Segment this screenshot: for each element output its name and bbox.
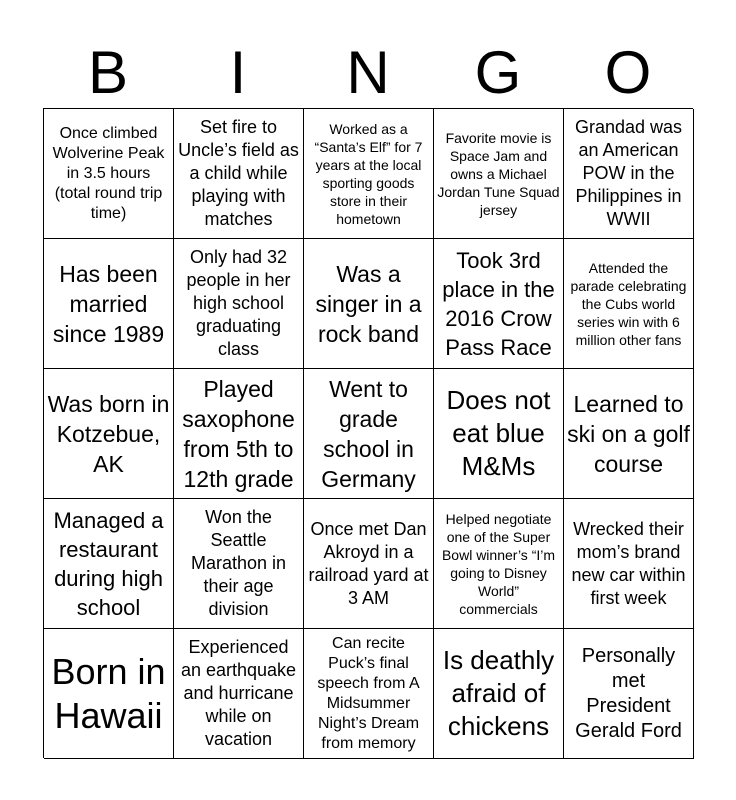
cell-text: Wrecked their mom’s brand new car within first week bbox=[571, 518, 686, 608]
cell-text: Set fire to Uncle’s field as a child while playing with matches bbox=[178, 117, 299, 229]
cell-text: Once met Dan Akroyd in a railroad yard at 3 AM bbox=[308, 518, 429, 608]
bingo-cell[interactable] bbox=[44, 629, 174, 759]
title-letter-g: G bbox=[474, 39, 522, 106]
bingo-cell[interactable] bbox=[44, 369, 174, 499]
cell-text: Can recite Puck’s final speech from A Midsummer Night’s Dream from memory bbox=[317, 634, 420, 752]
title-letter-i: I bbox=[229, 39, 247, 106]
cell-text: Born in Hawaii bbox=[51, 650, 166, 736]
bingo-cell[interactable] bbox=[304, 239, 434, 369]
cell-text: Played saxophone from 5th to 12th grade bbox=[182, 375, 295, 492]
bingo-cell[interactable] bbox=[174, 369, 304, 499]
bingo-cell[interactable] bbox=[434, 369, 564, 499]
cell-text: Grandad was an American POW in the Philippines in WWII bbox=[574, 117, 683, 229]
bingo-cell[interactable] bbox=[44, 109, 174, 239]
title-letter-b: B bbox=[87, 39, 129, 106]
cell-text: Helped negotiate one of the Super Bowl winner’s “I’m going to Disney World” commercials bbox=[441, 510, 556, 617]
cell-text: Personally met President Gerald Ford bbox=[575, 644, 682, 742]
bingo-cell[interactable] bbox=[44, 499, 174, 629]
cell-text: Was born in Kotzebue, AK bbox=[47, 390, 170, 477]
title-letter-o: O bbox=[604, 39, 652, 106]
cell-text: Once climbed Wolverine Peak in 3.5 hours (total round trip time) bbox=[52, 124, 165, 222]
bingo-cell[interactable] bbox=[304, 499, 434, 629]
cell-text: Does not eat blue M&Ms bbox=[446, 385, 551, 481]
cell-text: Only had 32 people in her high school graduating class bbox=[186, 247, 291, 359]
cell-text: Managed a restaurant during high school bbox=[53, 507, 164, 620]
bingo-cell[interactable] bbox=[564, 629, 694, 759]
bingo-cell[interactable] bbox=[434, 239, 564, 369]
bingo-cell[interactable] bbox=[564, 239, 694, 369]
bingo-cell[interactable] bbox=[44, 239, 174, 369]
bingo-cell[interactable] bbox=[174, 499, 304, 629]
bingo-cell[interactable] bbox=[434, 499, 564, 629]
cell-text: Favorite movie is Space Jam and owns a Michael Jordan Tune Squad jersey bbox=[437, 129, 560, 218]
cell-text: Experienced an earthquake and hurricane while on vacation bbox=[180, 637, 297, 749]
bingo-cell[interactable] bbox=[174, 629, 304, 759]
bingo-board bbox=[43, 108, 693, 758]
bingo-title bbox=[43, 38, 693, 108]
cell-text: Learned to ski on a golf course bbox=[567, 390, 690, 477]
cell-text: Worked as a “Santa’s Elf” for 7 years at the local sporting goods store in their hometown bbox=[314, 120, 423, 227]
bingo-cell[interactable] bbox=[174, 239, 304, 369]
bingo-cell[interactable] bbox=[564, 369, 694, 499]
bingo-cell[interactable] bbox=[434, 629, 564, 759]
bingo-cell[interactable] bbox=[304, 629, 434, 759]
bingo-cell[interactable] bbox=[304, 369, 434, 499]
cell-text: Attended the parade celebrating the Cubs world series win with 6 million other fans bbox=[570, 259, 687, 348]
bingo-cell[interactable] bbox=[564, 109, 694, 239]
title-letter-n: N bbox=[346, 39, 390, 106]
bingo-cell[interactable] bbox=[434, 109, 564, 239]
cell-text: Won the Seattle Marathon in their age division bbox=[190, 507, 287, 619]
bingo-cell[interactable] bbox=[174, 109, 304, 239]
cell-text: Has been married since 1989 bbox=[52, 260, 165, 347]
bingo-cell[interactable] bbox=[564, 499, 694, 629]
cell-text: Was a singer in a rock band bbox=[315, 260, 422, 347]
cell-text: Went to grade school in Germany bbox=[321, 375, 416, 492]
cell-text: Is deathly afraid of chickens bbox=[442, 645, 555, 741]
cell-text: Took 3rd place in the 2016 Crow Pass Race bbox=[442, 247, 555, 360]
bingo-cell[interactable] bbox=[304, 109, 434, 239]
